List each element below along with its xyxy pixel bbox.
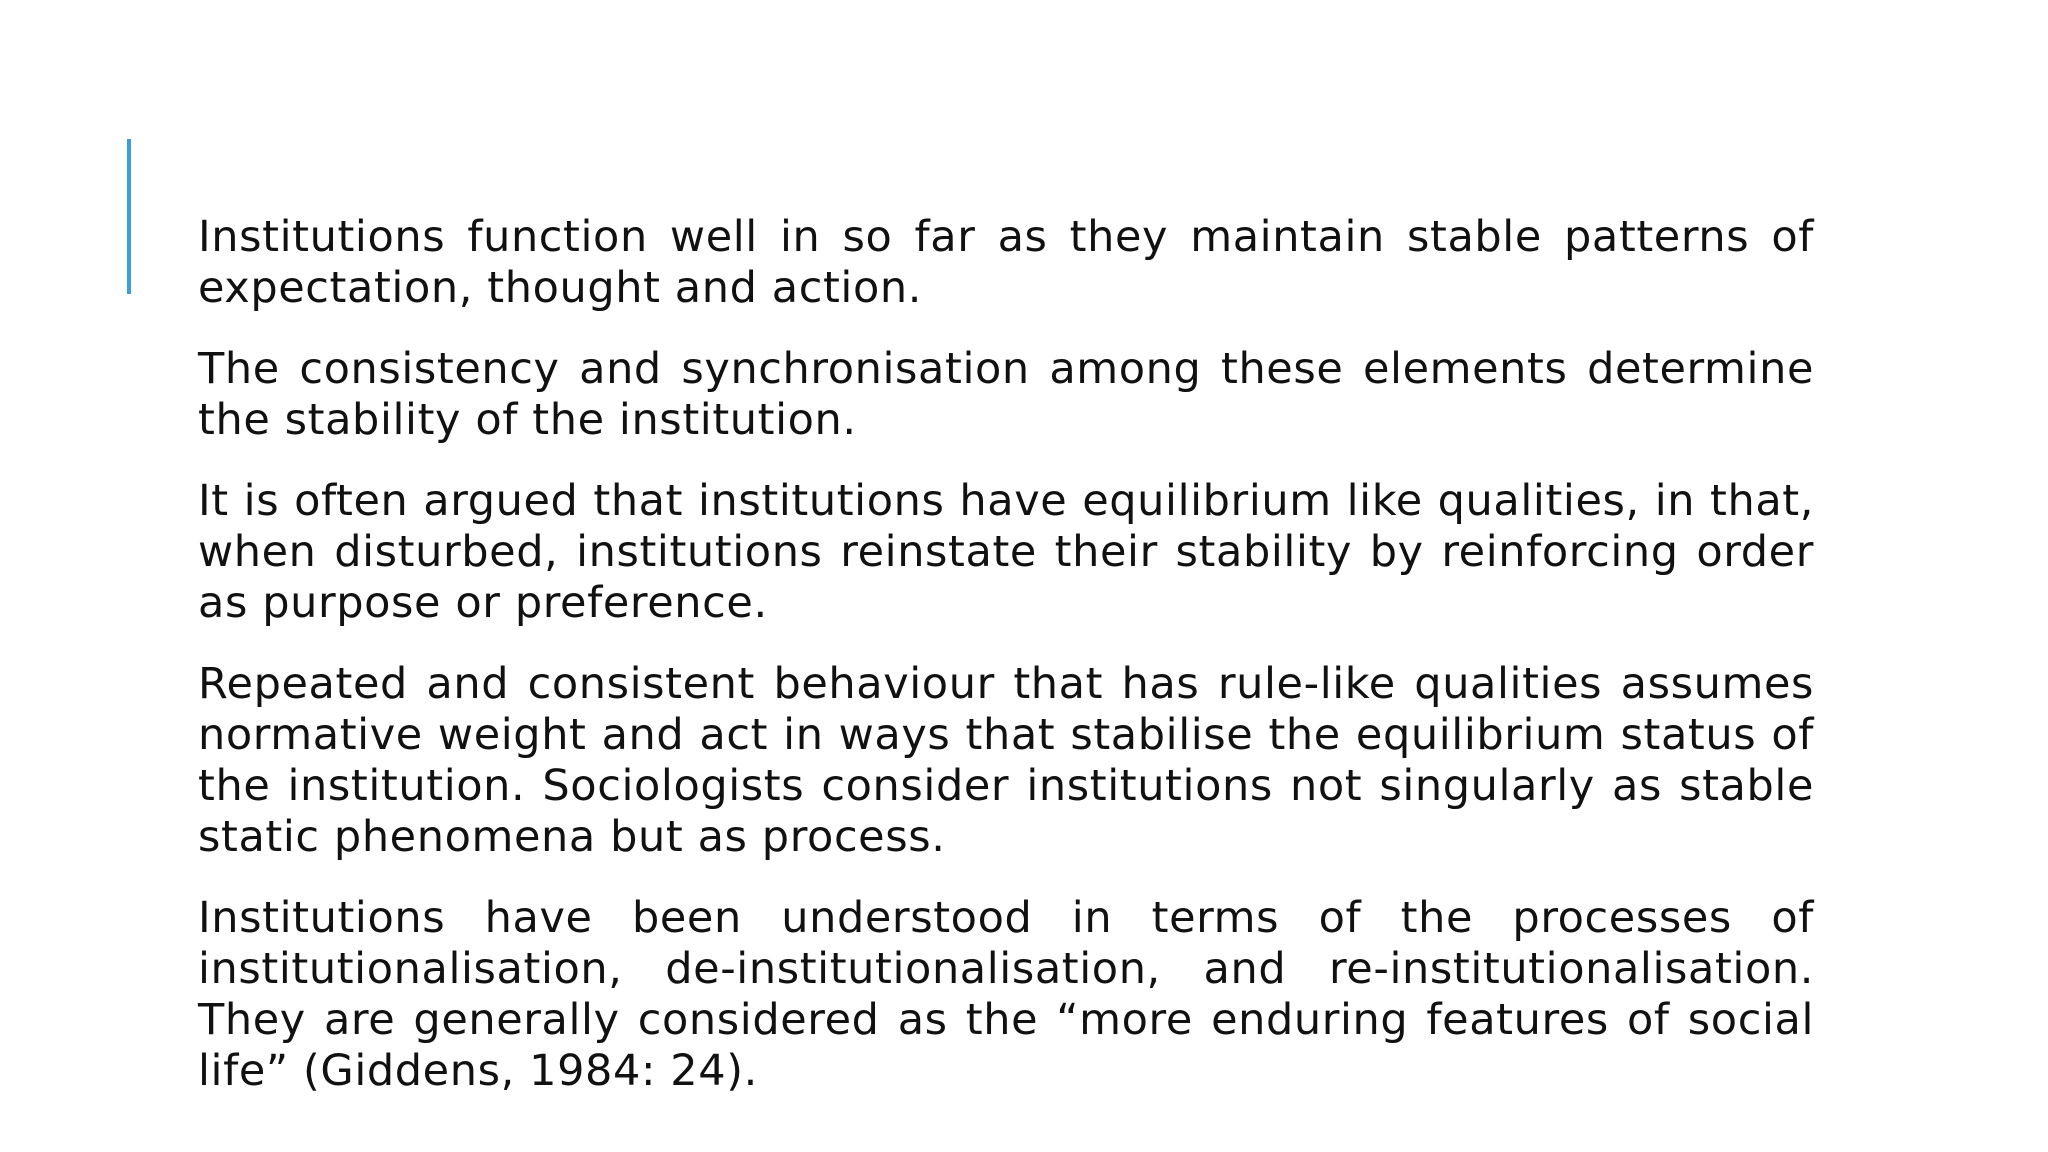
paragraph-2: The consistency and synchronisation among these elements determine the stability of the institution.: [198, 344, 1814, 445]
paragraph-3: It is often argued that institutions have equilibrium like qualities, in that, when disturbed, institutions reinstate their stability by reinforcing order as purpose or preference.: [198, 476, 1814, 628]
slide-body: [198, 212, 1814, 1127]
paragraph-1: Institutions function well in so far as they maintain stable patterns of expectation, thought and action.: [198, 212, 1814, 313]
paragraph-4: Repeated and consistent behaviour that has rule-like qualities assumes normative weight and act in ways that stabilise the equilibrium status of the institution. Sociologists consider institutions not singularly as stable static phenomena but as process.: [198, 659, 1814, 862]
paragraph-5: Institutions have been understood in terms of the processes of institutionalisation, de-institutionalisation, and re-institutionalisation. They are generally considered as the “more enduring features of social life” (Giddens, 1984: 24).: [198, 893, 1814, 1096]
accent-bar: [127, 139, 131, 294]
